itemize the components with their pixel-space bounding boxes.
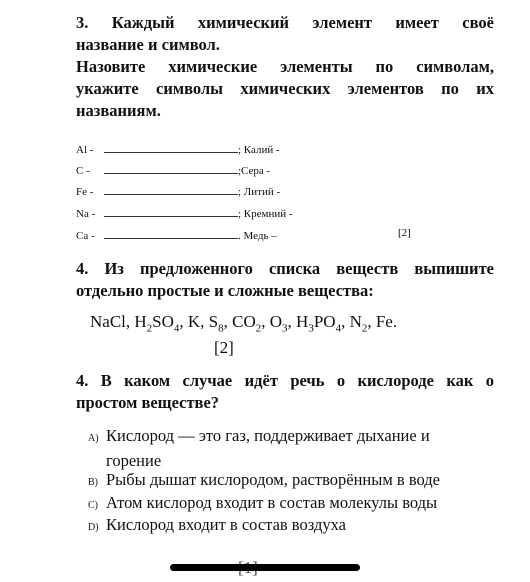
answer-blank[interactable] [104,227,238,239]
element-name: ;Сера - [238,165,271,177]
option-letter: C) [88,500,98,511]
question-4b-heading [76,370,494,414]
question-4a-line-2: отдельно простые и сложные вещества: [76,281,374,300]
option-text: Рыбы дышат кислородом, растворённым в воде [106,470,440,489]
answer-option-b[interactable] [88,469,498,494]
formula-subscript: 2 [255,322,262,335]
element-name: ; Кремний - [238,208,293,220]
option-letter: D) [88,522,99,533]
option-letter: B) [88,477,98,488]
formula-subscript: 4 [335,322,342,335]
fill-row [76,141,280,159]
formula-part: , K, S [179,312,219,331]
element-symbol: C - [76,165,90,177]
answer-option-d[interactable] [88,514,498,539]
question-3-marks: [2] [398,227,411,239]
question-3-heading [76,12,494,122]
element-symbol: Al - [76,144,94,156]
element-symbol: Fe - [76,186,94,198]
formula-part: , H [287,312,309,331]
scroll-indicator[interactable] [170,564,360,571]
fill-row [76,227,277,245]
fill-row [76,205,293,223]
question-3-line-2: название и символ. [76,35,220,54]
formula-subscript: 2 [146,322,153,335]
answer-blank[interactable] [104,162,238,174]
question-3-line-3: Назовите химические элементы по символам, [76,57,494,76]
question-3-line-5: названиям. [76,101,161,120]
formula-subscript: 8 [218,322,224,335]
question-4b-line-2: простом веществе? [76,393,220,412]
option-text: Кислород входит в состав воздуха [106,515,346,534]
formula-part: , Fe. [367,312,398,331]
substance-list [90,312,397,334]
option-text: Атом кислород входит в состав молекулы воды [106,493,438,512]
formula-part: NaCl, H [90,312,147,331]
fill-row [76,162,270,180]
formula-part: , CO [223,312,256,331]
formula-subscript: 3 [282,322,288,335]
option-text: Кислород — это газ, поддерживает дыхание и [106,426,430,445]
element-name: ; Литий - [238,186,281,198]
option-letter: A) [88,433,99,444]
formula-part: , N [341,312,362,331]
answer-blank[interactable] [104,183,238,195]
answer-blank[interactable] [104,141,238,153]
question-4a-heading [76,258,494,302]
element-name: ; Калий - [238,144,280,156]
formula-part: , O [261,312,283,331]
element-symbol: Ca - [76,230,95,242]
formula-part: SO [152,312,174,331]
question-3-line-1: 3. Каждый химический элемент имеет своё [76,13,494,32]
question-3-line-4: укажите символы химических элементов по их [76,79,494,98]
formula-part: PO [313,312,336,331]
fill-row [76,183,280,201]
option-text-continued: горение [106,451,162,470]
question-4a-line-1: 4. Из предложенного списка веществ выпишите [76,259,494,278]
element-symbol: Na - [76,208,96,220]
formula-subscript: 2 [361,322,368,335]
formula-subscript: 4 [173,322,180,335]
question-4a-marks: [2] [214,338,234,357]
answer-option-a[interactable] [88,425,498,472]
element-name: . Медь – [238,230,277,242]
formula-subscript: 3 [308,322,314,335]
question-4b-line-1: 4. В каком случае идёт речь о кислороде как о [76,371,494,390]
answer-blank[interactable] [104,205,238,217]
